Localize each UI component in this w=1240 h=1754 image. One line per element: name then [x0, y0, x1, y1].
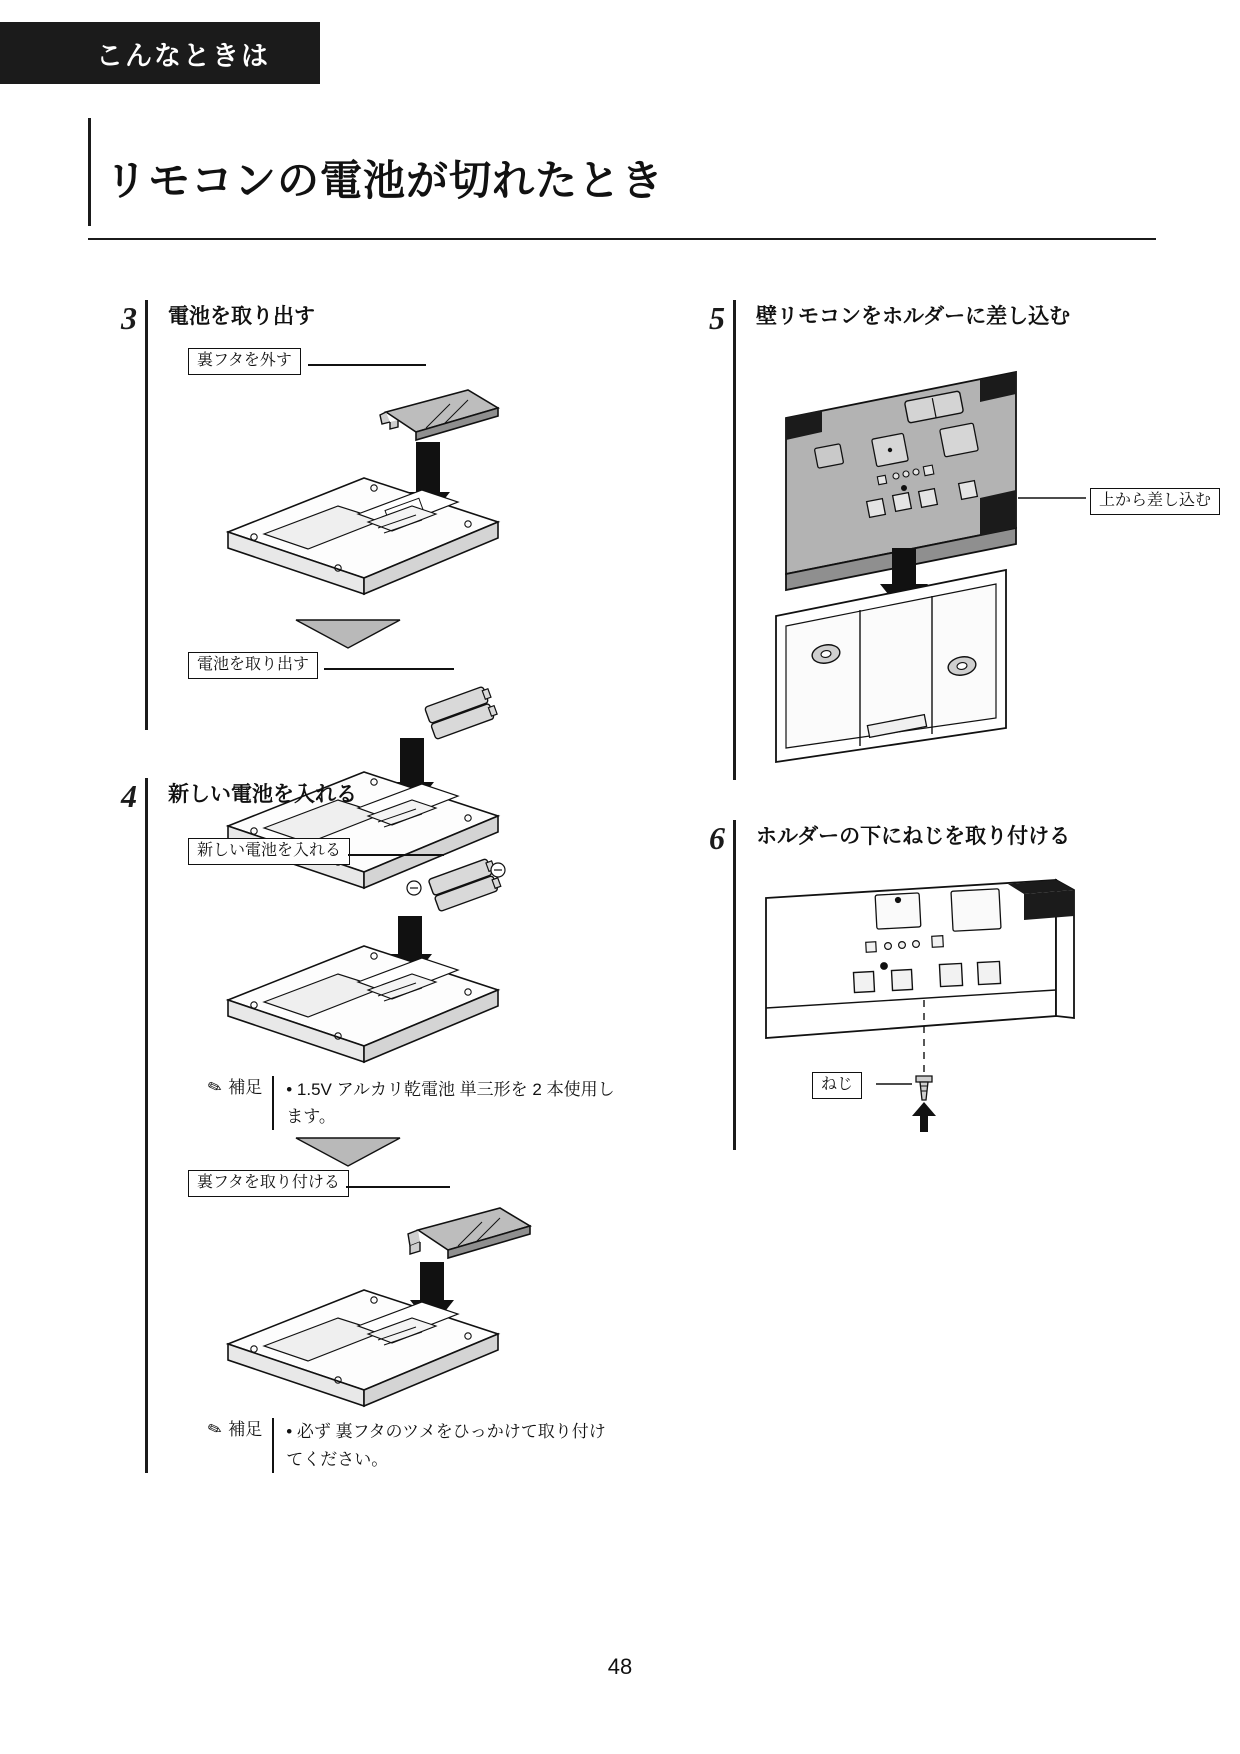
callout-insert-new-battery: 新しい電池を入れる [188, 838, 350, 865]
figure-remote-cover-removal [168, 382, 632, 612]
step-5 [700, 300, 1212, 780]
step-number: 6 [709, 820, 725, 856]
step-rail [733, 300, 736, 780]
step-heading: ホルダーの下にねじを取り付ける [756, 825, 1071, 848]
figure-screw-mount [756, 868, 1200, 1158]
step-4 [112, 778, 632, 1473]
holder-bracket-graphic [776, 570, 1006, 762]
section-tab-label: こんなときは [96, 40, 270, 71]
back-cover-graphic [408, 1208, 530, 1258]
figure-insert-battery [168, 872, 632, 1062]
step-heading: 電池を取り出す [168, 305, 315, 328]
screw-direction-arrow [912, 1102, 936, 1132]
step-number: 5 [709, 300, 725, 336]
step-heading: 新しい電池を入れる [168, 783, 357, 806]
battery-pair-graphic [425, 685, 499, 740]
callout-insert-from-top: 上から差し込む [1090, 488, 1220, 515]
step-4-figure-area [152, 838, 632, 1473]
step-rail [733, 820, 736, 1150]
step-number: 4 [121, 778, 137, 814]
step-6-figure-area [740, 868, 1200, 1158]
page-title-block [88, 118, 1156, 226]
note-text: • 1.5V アルカリ乾電池 単三形を 2 本使用します。 [272, 1076, 616, 1130]
page-number: 48 [607, 1654, 633, 1679]
step-rail [145, 778, 148, 1473]
callout-leader-line [348, 854, 444, 856]
title-divider [88, 238, 1156, 240]
pencil-icon: ✎ [205, 1418, 225, 1442]
right-column [700, 300, 1212, 1150]
remote-body-graphic [228, 946, 498, 1062]
step-5-figure-area [740, 348, 1212, 768]
step-6 [700, 820, 1200, 1150]
callout-attach-back-cover: 裏フタを取り付ける [188, 1170, 349, 1197]
pencil-icon: ✎ [205, 1076, 225, 1099]
note-label: 補足 [228, 1078, 263, 1097]
remote-body-graphic [228, 1290, 498, 1406]
callout-leader-line [324, 668, 454, 670]
mounted-remote-graphic [766, 880, 1074, 1038]
note-cover-tabs [168, 1418, 632, 1472]
figure-wall-remote-holder [756, 348, 1212, 768]
callout-screw: ねじ [812, 1072, 862, 1099]
step-3 [112, 300, 632, 730]
note-battery-spec [168, 1076, 632, 1130]
step-number: 3 [121, 300, 137, 336]
note-text: • 必ず 裏フタのツメをひっかけて取り付けてください。 [272, 1418, 616, 1472]
callout-take-out-battery: 電池を取り出す [188, 652, 318, 679]
remote-body-graphic [228, 478, 498, 594]
left-column [112, 300, 632, 1473]
figure-attach-cover [168, 1204, 632, 1404]
page-title: リモコンの電池が切れたとき [105, 157, 665, 204]
flow-arrow-down [288, 616, 632, 650]
step-heading: 壁リモコンをホルダーに差し込む [756, 305, 1071, 328]
note-label: 補足 [228, 1420, 263, 1440]
back-cover-graphic [380, 390, 498, 440]
callout-remove-back-cover: 裏フタを外す [188, 348, 301, 375]
section-tab [0, 22, 320, 84]
step-rail [145, 300, 148, 730]
screw-graphic [916, 1076, 932, 1100]
callout-leader-line [346, 1186, 450, 1188]
callout-leader-line [308, 364, 426, 366]
flow-arrow-down [288, 1134, 632, 1168]
